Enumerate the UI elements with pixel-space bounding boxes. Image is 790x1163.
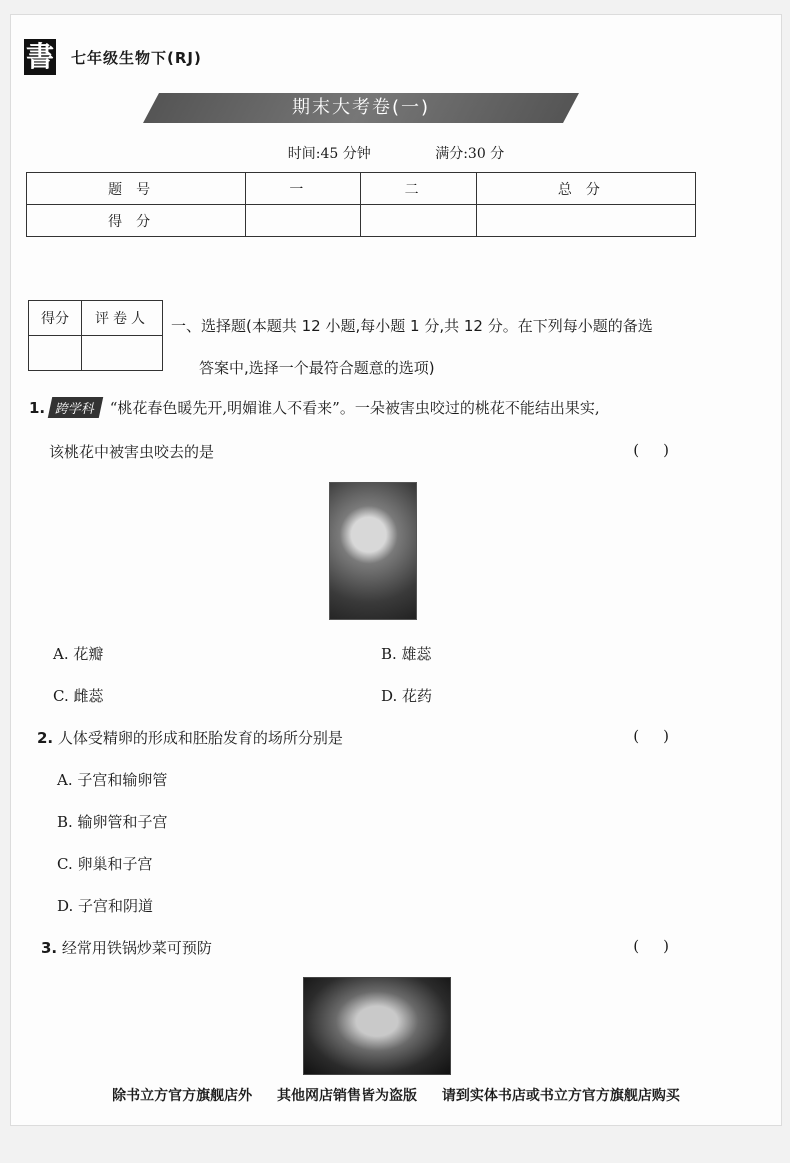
exam-page bbox=[10, 14, 782, 1126]
question-number: 2. bbox=[37, 729, 54, 747]
score-table-header-row bbox=[27, 173, 696, 205]
cross-subject-tag: 跨学科 bbox=[48, 397, 103, 418]
exam-meta bbox=[11, 143, 781, 163]
q1-option-d[interactable]: D. 花药 bbox=[381, 687, 433, 705]
question-1-line-2: 该桃花中被害虫咬去的是 bbox=[49, 443, 215, 461]
q1-option-a[interactable]: A. 花瓣 bbox=[53, 645, 104, 663]
question-2 bbox=[37, 727, 343, 748]
score-table-cell: 一 bbox=[246, 173, 361, 205]
grader-score-cell[interactable] bbox=[29, 336, 82, 371]
question-number: 3. bbox=[41, 939, 58, 957]
score-table-cell: 二 bbox=[361, 173, 476, 205]
score-table-cell: 题号 bbox=[27, 173, 246, 205]
question-3-text: 经常用铁锅炒菜可预防 bbox=[61, 939, 212, 957]
section-line-1: 一、选择题(本题共 12 小题,每小题 1 分,共 12 分。在下列每小题的备选 bbox=[171, 317, 653, 335]
score-table-cell: 得分 bbox=[27, 205, 246, 237]
question-2-text: 人体受精卵的形成和胚胎发育的场所分别是 bbox=[57, 729, 343, 747]
exam-full-score: 满分:30 分 bbox=[435, 146, 505, 162]
question-3 bbox=[41, 937, 212, 958]
exam-time: 时间:45 分钟 bbox=[287, 146, 371, 162]
grader-reviewer-label: 评卷人 bbox=[82, 301, 163, 336]
subject-header: 七年级生物下(RJ) bbox=[71, 49, 202, 67]
section-line-2: 答案中,选择一个最符合题意的选项) bbox=[199, 359, 435, 377]
grader-reviewer-cell[interactable] bbox=[82, 336, 163, 371]
q2-option-c[interactable]: C. 卵巢和子宫 bbox=[57, 855, 153, 873]
score-table bbox=[26, 172, 696, 237]
score-table-cell: 总分 bbox=[476, 173, 695, 205]
anti-piracy-footer bbox=[11, 1085, 781, 1105]
answer-paren[interactable]: () bbox=[633, 937, 693, 955]
publisher-logo: 書 bbox=[25, 40, 54, 73]
section-one-instructions bbox=[171, 305, 691, 389]
exam-title: 期末大考卷(一) bbox=[291, 97, 431, 118]
question-1 bbox=[29, 397, 709, 418]
answer-paren[interactable]: () bbox=[633, 441, 693, 459]
q1-option-b[interactable]: B. 雄蕊 bbox=[381, 645, 432, 663]
score-input-cell[interactable] bbox=[246, 205, 361, 237]
question-1-line-1: “桃花春色暖先开,明媚谁人不看来”。一朵被害虫咬过的桃花不能结出果实, bbox=[109, 399, 600, 417]
question-number: 1. bbox=[29, 399, 46, 417]
footer-text: 除书立方官方旗舰店外 bbox=[112, 1088, 253, 1104]
grader-score-label: 得分 bbox=[29, 301, 82, 336]
grader-header-row bbox=[29, 301, 163, 336]
footer-text: 请到实体书店或书立方官方旗舰店购买 bbox=[441, 1088, 680, 1104]
iron-wok-image bbox=[303, 977, 451, 1075]
grader-box bbox=[28, 300, 163, 371]
score-input-cell[interactable] bbox=[476, 205, 695, 237]
answer-paren[interactable]: () bbox=[633, 727, 693, 745]
q2-option-a[interactable]: A. 子宫和输卵管 bbox=[57, 771, 168, 789]
peach-blossom-image bbox=[329, 482, 417, 620]
q1-option-c[interactable]: C. 雌蕊 bbox=[53, 687, 104, 705]
score-table-score-row bbox=[27, 205, 696, 237]
score-input-cell[interactable] bbox=[361, 205, 476, 237]
footer-text: 其他网店销售皆为盗版 bbox=[277, 1088, 417, 1104]
grader-input-row bbox=[29, 336, 163, 371]
q2-option-d[interactable]: D. 子宫和阴道 bbox=[57, 897, 154, 915]
q2-option-b[interactable]: B. 输卵管和子宫 bbox=[57, 813, 168, 831]
